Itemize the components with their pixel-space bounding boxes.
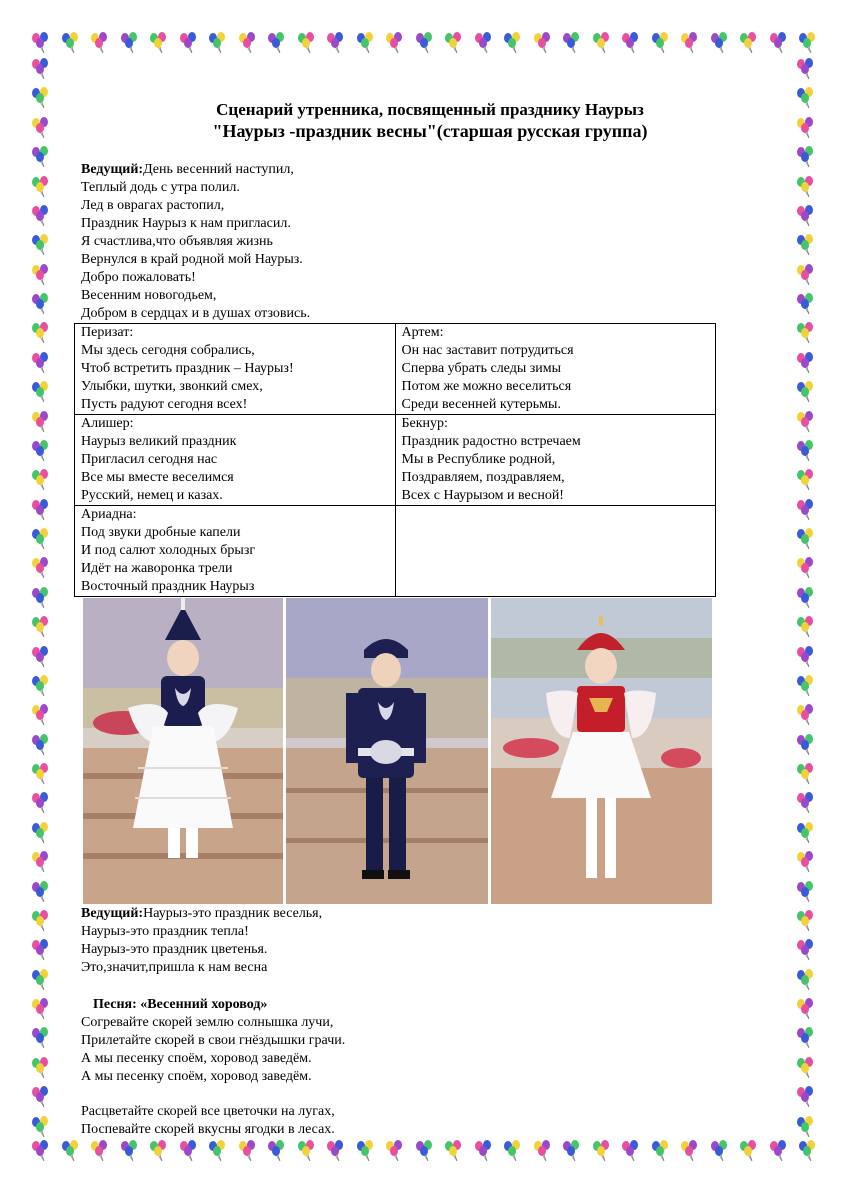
balloon-icon	[532, 1140, 554, 1162]
balloon-icon	[795, 969, 817, 991]
balloon-icon	[384, 32, 406, 54]
balloon-icon	[620, 1140, 642, 1162]
balloon-icon	[30, 969, 52, 991]
photo-girl-white-dress	[83, 598, 283, 904]
balloon-icon	[650, 32, 672, 54]
balloon-icon	[473, 32, 495, 54]
balloon-icon	[30, 1116, 52, 1138]
balloon-icon	[795, 939, 817, 961]
intro-line: Праздник Наурыз к нам пригласил.	[81, 216, 291, 231]
balloon-icon	[502, 1140, 524, 1162]
balloon-icon	[30, 851, 52, 873]
balloon-icon	[795, 322, 817, 344]
intro-line: Теплый додь с утра полил.	[81, 180, 240, 195]
balloon-icon	[738, 32, 760, 54]
balloon-icon	[30, 234, 52, 256]
balloon-icon	[795, 910, 817, 932]
balloon-icon	[30, 675, 52, 697]
balloon-icon	[207, 1140, 229, 1162]
role-cell-artem: Артем: Он нас заставит потрудиться Сперва убрать следы зимы Потом же можно веселиться Среди весенней кутерьмы.	[395, 324, 716, 415]
balloon-icon	[795, 881, 817, 903]
balloon-icon	[795, 234, 817, 256]
empty-cell	[395, 506, 716, 597]
balloon-icon	[266, 1140, 288, 1162]
balloon-icon	[473, 1140, 495, 1162]
balloon-icon	[30, 499, 52, 521]
balloon-icon	[30, 440, 52, 462]
balloon-icon	[30, 528, 52, 550]
balloon-icon	[30, 381, 52, 403]
balloon-icon	[795, 352, 817, 374]
balloon-icon	[561, 32, 583, 54]
balloon-icon	[30, 998, 52, 1020]
balloon-icon	[30, 1140, 52, 1162]
balloon-icon	[296, 1140, 318, 1162]
photo-girl-red-dress	[491, 598, 712, 904]
balloon-icon	[795, 440, 817, 462]
balloon-icon	[795, 557, 817, 579]
balloon-icon	[30, 293, 52, 315]
balloon-icon	[795, 1057, 817, 1079]
balloon-icon	[30, 939, 52, 961]
balloon-icon	[795, 1116, 817, 1138]
balloon-icon	[30, 616, 52, 638]
balloon-icon	[30, 734, 52, 756]
document-subtitle: "Наурыз -праздник весны"(старшая русская группа)	[212, 121, 648, 141]
balloon-icon	[795, 1027, 817, 1049]
balloon-icon	[30, 910, 52, 932]
balloon-border-top	[30, 32, 819, 56]
balloon-icon	[30, 264, 52, 286]
balloon-icon	[795, 87, 817, 109]
balloon-icon	[30, 469, 52, 491]
balloon-icon	[795, 646, 817, 668]
balloon-icon	[795, 293, 817, 315]
intro-line: Я счастлива,что объявляя жизнь	[81, 234, 273, 249]
balloon-icon	[30, 117, 52, 139]
balloon-icon	[30, 176, 52, 198]
balloon-icon	[119, 1140, 141, 1162]
balloon-icon	[207, 32, 229, 54]
balloon-icon	[355, 1140, 377, 1162]
balloon-icon	[795, 528, 817, 550]
balloon-icon	[266, 32, 288, 54]
balloon-border-bottom	[30, 1140, 819, 1164]
intro-line: Вернулся в край родной мой Наурыз.	[81, 252, 303, 267]
role-cell-perizat: Перизат: Мы здесь сегодня собрались, Чтоб встретить праздник – Наурыз! Улыбки, шутки, звонкий смех, Пусть радуют сегодня всех!	[75, 324, 396, 415]
balloon-icon	[795, 734, 817, 756]
role-cell-ariadna: Ариадна: Под звуки дробные капели И под салют холодных брызг Идёт на жаворонка трели Восточный праздник Наурыз	[75, 506, 396, 597]
balloon-icon	[679, 1140, 701, 1162]
balloon-icon	[414, 1140, 436, 1162]
host-speech-2-block: Ведущий:Наурыз-это праздник веселья, Наурыз-это праздник тепла! Наурыз-это праздник цветенья. Это,значит,пришла к нам весна	[81, 906, 323, 975]
balloon-icon	[679, 32, 701, 54]
balloon-icon	[414, 32, 436, 54]
balloon-icon	[443, 32, 465, 54]
balloon-icon	[30, 1027, 52, 1049]
balloon-icon	[355, 32, 377, 54]
balloon-icon	[620, 32, 642, 54]
balloon-icon	[30, 87, 52, 109]
speaker-label: Ведущий:	[81, 162, 144, 177]
balloon-icon	[795, 469, 817, 491]
balloon-icon	[795, 1086, 817, 1108]
balloon-icon	[591, 1140, 613, 1162]
balloon-icon	[60, 1140, 82, 1162]
balloon-icon	[30, 822, 52, 844]
balloon-icon	[561, 1140, 583, 1162]
balloon-icon	[30, 322, 52, 344]
balloon-icon	[148, 1140, 170, 1162]
table-row	[75, 324, 716, 415]
balloon-icon	[768, 1140, 790, 1162]
balloon-icon	[237, 32, 259, 54]
balloon-icon	[709, 32, 731, 54]
balloon-icon	[237, 1140, 259, 1162]
intro-first-line: День весенний наступил,	[143, 162, 294, 177]
table-row	[75, 506, 716, 597]
balloon-icon	[30, 1057, 52, 1079]
balloon-icon	[30, 557, 52, 579]
balloon-icon	[30, 352, 52, 374]
balloon-border-right	[795, 58, 819, 1138]
balloon-icon	[502, 32, 524, 54]
balloon-icon	[795, 58, 817, 80]
balloon-icon	[591, 32, 613, 54]
balloon-icon	[795, 381, 817, 403]
balloon-icon	[30, 58, 52, 80]
balloon-icon	[795, 792, 817, 814]
intro-line: Добро пожаловать!	[81, 270, 196, 285]
balloon-icon	[738, 1140, 760, 1162]
document-title: Сценарий утренника, посвященный празднику Наурыз	[216, 100, 644, 119]
balloon-icon	[795, 675, 817, 697]
balloon-icon	[178, 32, 200, 54]
balloon-icon	[30, 792, 52, 814]
balloon-icon	[443, 1140, 465, 1162]
balloon-icon	[797, 1140, 819, 1162]
balloon-icon	[60, 32, 82, 54]
balloon-icon	[89, 1140, 111, 1162]
balloon-icon	[532, 32, 554, 54]
table-row	[75, 415, 716, 506]
balloon-icon	[795, 616, 817, 638]
balloon-icon	[30, 411, 52, 433]
balloon-icon	[795, 264, 817, 286]
balloon-icon	[30, 32, 52, 54]
balloon-icon	[795, 205, 817, 227]
balloon-border-left	[30, 58, 54, 1138]
role-cell-alisher: Алишер: Наурыз великий праздник Пригласил сегодня нас Все мы вместе веселимся Русский, немец и казах.	[75, 415, 396, 506]
balloon-icon	[30, 646, 52, 668]
balloon-icon	[650, 1140, 672, 1162]
balloon-icon	[795, 117, 817, 139]
balloon-icon	[795, 587, 817, 609]
balloon-icon	[795, 499, 817, 521]
balloon-icon	[30, 587, 52, 609]
balloon-icon	[30, 704, 52, 726]
song-title: Песня: «Весенний хоровод»	[93, 997, 268, 1012]
balloon-icon	[795, 763, 817, 785]
balloon-icon	[768, 32, 790, 54]
balloon-icon	[30, 881, 52, 903]
intro-line: Лед в оврагах растопил,	[81, 198, 225, 213]
balloon-icon	[89, 32, 111, 54]
balloon-icon	[709, 1140, 731, 1162]
balloon-icon	[795, 704, 817, 726]
photo-boy-costume	[286, 598, 488, 904]
balloon-icon	[296, 32, 318, 54]
host-intro-block	[81, 161, 310, 323]
balloon-icon	[384, 1140, 406, 1162]
balloon-icon	[795, 851, 817, 873]
balloon-icon	[30, 146, 52, 168]
roles-table	[74, 323, 716, 597]
speaker-label: Ведущий:	[81, 906, 144, 921]
balloon-icon	[325, 32, 347, 54]
balloon-icon	[797, 32, 819, 54]
balloon-icon	[30, 205, 52, 227]
song-verse-1: Согревайте скорей землю солнышка лучи, Прилетайте скорей в свои гнёздышки грачи. А мы песенку споём, хоровод заведём. А мы песенку споём, хоровод заведём.	[81, 1015, 346, 1084]
intro-line: Добром в сердцах и в душах отзовись.	[81, 306, 311, 321]
balloon-icon	[148, 32, 170, 54]
intro-line: Весенним новогодьем,	[81, 288, 217, 303]
balloon-icon	[178, 1140, 200, 1162]
balloon-icon	[30, 763, 52, 785]
balloon-icon	[795, 176, 817, 198]
balloon-icon	[119, 32, 141, 54]
role-cell-beknur: Бекнур: Праздник радостно встречаем Мы в Республике родной, Поздравляем, поздравляем, Всех с Наурызом и весной!	[395, 415, 716, 506]
balloon-icon	[325, 1140, 347, 1162]
song-verse-2: Расцветайте скорей все цветочки на лугах, Поспевайте скорей вкусны ягодки в лесах.	[81, 1104, 335, 1137]
balloon-icon	[795, 146, 817, 168]
balloon-icon	[795, 998, 817, 1020]
balloon-icon	[30, 1086, 52, 1108]
balloon-icon	[795, 822, 817, 844]
balloon-icon	[795, 411, 817, 433]
photo-strip	[83, 598, 712, 904]
